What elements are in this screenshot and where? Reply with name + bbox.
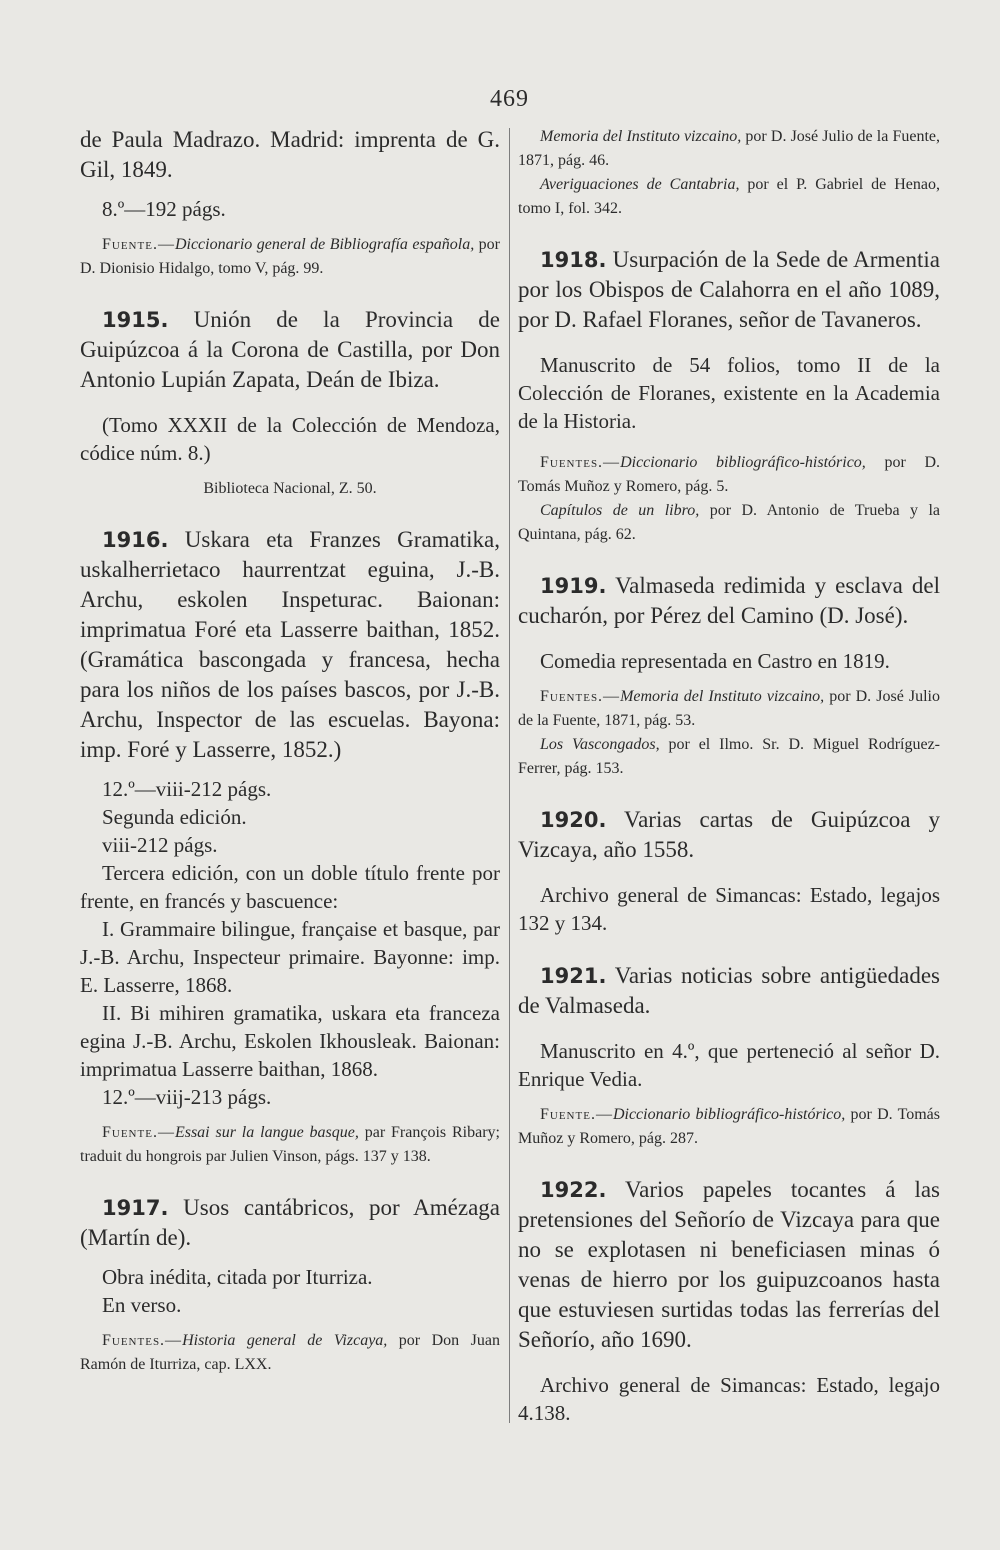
- source-citation: Fuente.—Diccionario general de Bibliografía española, por D. Dionisio Hidalgo, tomo V, pág. 99.: [80, 236, 500, 277]
- source-citation: Fuente.—Essai sur la langue basque, par François Ribary; traduit du hongrois par Julien Vinson, págs. 137 y 138.: [80, 1124, 500, 1165]
- source-citation: Fuentes.—Historia general de Vizcaya, por Don Juan Ramón de Iturriza, cap. LXX.: [80, 1332, 500, 1373]
- entry-number: 1920.: [540, 808, 607, 832]
- source-citation: Los Vascongados, por el Ilmo. Sr. D. Miguel Rodríguez-Ferrer, pág. 153.: [518, 736, 940, 777]
- entry-1916: 1916. Uskara eta Franzes Gramatika, uskalherrietaco haurrentzat eguina, J.-B. Archu, eskolen Inspeturac. Baionan: imprimatua Foré eta Lasserre baithan, 1852. (Gramática bascongada y francesa, hecha para los niños de los países bascos, por J.-B. Archu, Inspector de las escuelas. Bayona: imp. Foré y Lasserre, 1852.): [80, 527, 500, 762]
- entry-note: Comedia representada en Castro en 1819.: [540, 649, 890, 673]
- entry-number: 1919.: [540, 574, 607, 598]
- source-citation: Fuentes.—Memoria del Instituto vizcaino, por D. José Julio de la Fuente, 1871, pág. 53.: [518, 688, 941, 729]
- entry-note: Archivo general de Simancas: Estado, legajo 4.138.: [518, 1373, 940, 1425]
- entry-1918: 1918. Usurpación de la Sede de Armentia por los Obispos de Calahorra en el año 1089, por D. Rafael Floranes, señor de Tavaneros.: [518, 247, 940, 332]
- entry-1922: 1922. Varios papeles tocantes á las pretensiones del Señorío de Vizcaya para que no se explotasen ni beneficiasen minas ó venas de hierro por los guipuzcoanos hasta que estuviesen surtidas todas las ferrerías del Señorío, año 1690.: [518, 1177, 940, 1352]
- entry-format: viii-212 págs.: [102, 833, 218, 857]
- source-citation: Fuente.—Diccionario bibliográfico-histórico, por D. Tomás Muñoz y Romero, pág. 287.: [518, 1106, 940, 1147]
- source-citation: Fuentes.—Diccionario bibliográfico-histórico, por D. Tomás Muñoz y Romero, pág. 5.: [518, 454, 940, 495]
- entry-note: Archivo general de Simancas: Estado, legajos 132 y 134.: [518, 883, 940, 935]
- title-variant: II. Bi mihiren gramatika, uskara eta franceza egina J.-B. Archu, Eskolen Ikhousleak. Baionan: imprimatua Lasserre baithan, 1868.: [80, 1001, 500, 1081]
- source-citation: Averiguaciones de Cantabria, por el P. Gabriel de Henao, tomo I, fol. 342.: [518, 176, 940, 217]
- entry-number: 1922.: [540, 1178, 607, 1202]
- entry-note: Manuscrito de 54 folios, tomo II de la Colección de Floranes, existente en la Academia de la Historia.: [518, 353, 940, 433]
- entry-format: 12.º—viii-212 págs.: [102, 777, 272, 801]
- entry-1919: 1919. Valmaseda redimida y esclava del cucharón, por Pérez del Camino (D. José).: [518, 573, 940, 628]
- title-variant: I. Grammaire bilingue, française et basque, par J.-B. Archu, Inspecteur primaire. Bayonne: imp. E. Lasserre, 1868.: [80, 917, 500, 997]
- entry-1917: 1917. Usos cantábricos, por Amézaga (Martín de).: [80, 1195, 500, 1250]
- entry-location: Biblioteca Nacional, Z. 50.: [203, 480, 377, 497]
- entry-note: (Tomo XXXII de la Colección de Mendoza, códice núm. 8.): [80, 413, 500, 465]
- entry-number: 1915.: [102, 308, 169, 332]
- entry-number: 1917.: [102, 1196, 169, 1220]
- source-citation: Memoria del Instituto vizcaino, por D. José Julio de la Fuente, 1871, pág. 46.: [518, 128, 941, 169]
- page-number: 469: [490, 86, 529, 112]
- entry-note: En verso.: [102, 1293, 182, 1317]
- entry-number: 1918.: [540, 248, 607, 272]
- edition-note: Segunda edición.: [102, 805, 247, 829]
- entry-number: 1921.: [540, 964, 607, 988]
- entry-1915: 1915. Unión de la Provincia de Guipúzcoa á la Corona de Castilla, por Don Antonio Lupián Zapata, Deán de Ibiza.: [80, 307, 500, 392]
- entry-number: 1916.: [102, 528, 169, 552]
- entry-format: 12.º—viij-213 págs.: [102, 1085, 272, 1109]
- column-divider: [509, 128, 510, 1423]
- continued-entry-text: de Paula Madrazo. Madrid: imprenta de G. Gil, 1849.: [80, 127, 500, 182]
- source-citation: Capítulos de un libro, por D. Antonio de Trueba y la Quintana, pág. 62.: [518, 502, 941, 543]
- entry-note: Manuscrito en 4.º, que perteneció al señor D. Enrique Vedia.: [518, 1039, 940, 1091]
- edition-note: Tercera edición, con un doble título frente por frente, en francés y bascuence:: [80, 861, 500, 913]
- entry-note: Obra inédita, citada por Iturriza.: [102, 1265, 373, 1289]
- left-column: [80, 125, 500, 1377]
- entry-1921: 1921. Varias noticias sobre antigüedades de Valmaseda.: [518, 963, 940, 1018]
- entry-format: 8.º—192 págs.: [102, 197, 226, 221]
- right-column: [518, 125, 940, 1427]
- entry-1920: 1920. Varias cartas de Guipúzcoa y Vizcaya, año 1558.: [518, 807, 940, 862]
